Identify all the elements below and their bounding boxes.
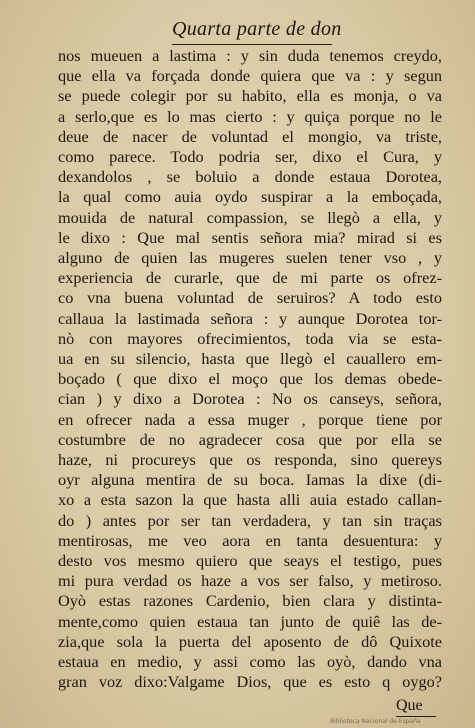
text-line: la qual como auia oydo suspirar a la emboçada, [58,187,442,207]
text-line: como parece. Todo podria ser, dixo el Cura, y [58,147,442,166]
text-line: mentirosas, me veo aora en tanta desuentura: y [58,530,442,550]
text-line: que ella va forçada donde quiera que va : y segun [58,66,442,86]
page-header [0,4,475,44]
catchword-underline [396,716,436,717]
running-title: Quarta parte de don [172,18,342,40]
text-line: a serlo,que es lo mas cierto : y quiça porque no le [58,106,442,126]
text-line: xo a esta sazon la que hasta alli auia estado callan- [58,490,442,510]
text-line: cian ) y dixo a Dorotea : No os canseys, señora, [58,389,442,409]
text-line: ua en su silencio, hasta que llegò el cauallero em- [58,349,442,368]
catchword: Que [396,697,423,714]
text-line: estaua en medio, y assi como las oyò, dando vna [58,652,442,671]
text-line: haze, ni procureys que os responda, sino quereys [58,450,442,469]
text-line: boçado ( que dixo el moço que los demas obede- [58,369,442,389]
text-line: zia,que sola la puerta del aposento de dô Quixote [58,631,442,651]
text-line: co vna buena voluntad de seruiros? A todo esto [58,288,442,308]
text-line: desto vos mesmo quiero que seays el testigo, pues [58,551,442,570]
text-line: gran voz dixo:Valgame Dios, que es esto q oygo? [58,672,442,692]
text-line: mouida de natural compassion, se llegò a ella, y [58,207,442,227]
text-line: oyr alguna mentira de su boca. Iamas la dixe (di- [58,470,442,490]
text-line: Oyò estas razones Cardenio, bien clara y distinta- [58,591,442,611]
text-line: dexandolos , se boluio a donde estaua Dorotea, [58,167,442,187]
title-underline [172,44,332,45]
text-line: do ) antes por ser tan verdadera, y tan sin traças [58,510,442,530]
text-line: alguno de quien las mugeres suelen tener vso , y [58,248,442,267]
text-line: se puede colegir por su habito, ella es monja, o va [58,86,442,106]
text-line: deue de nacer de voluntad el mongio, va triste, [58,126,442,146]
text-line: nos mueuen a lastima : y sin duda tenemos creydo, [58,46,442,65]
text-line: le dixo : Que mal sentis señora mia? mirad si es [58,227,442,247]
library-stamp: Biblioteca Nacional de España [330,718,421,725]
text-line: costumbre de no agradecer cosa que por ella se [58,429,442,449]
text-line: en ofrecer nada a essa muger , porque tiene por [58,409,442,429]
text-line: callaua la lastimada señora : y aunque Dorotea tor- [58,308,442,328]
text-line: mi pura verdad os haze a vos ser falso, y metiroso. [58,571,442,591]
text-line: nò con mayores ofrecimientos, toda via se esta- [58,328,442,348]
text-line: mente,como quien estaua tan junto de quiê las de- [58,611,442,631]
text-line: experiencia de curarle, que de mi parte os ofrez- [58,268,442,288]
